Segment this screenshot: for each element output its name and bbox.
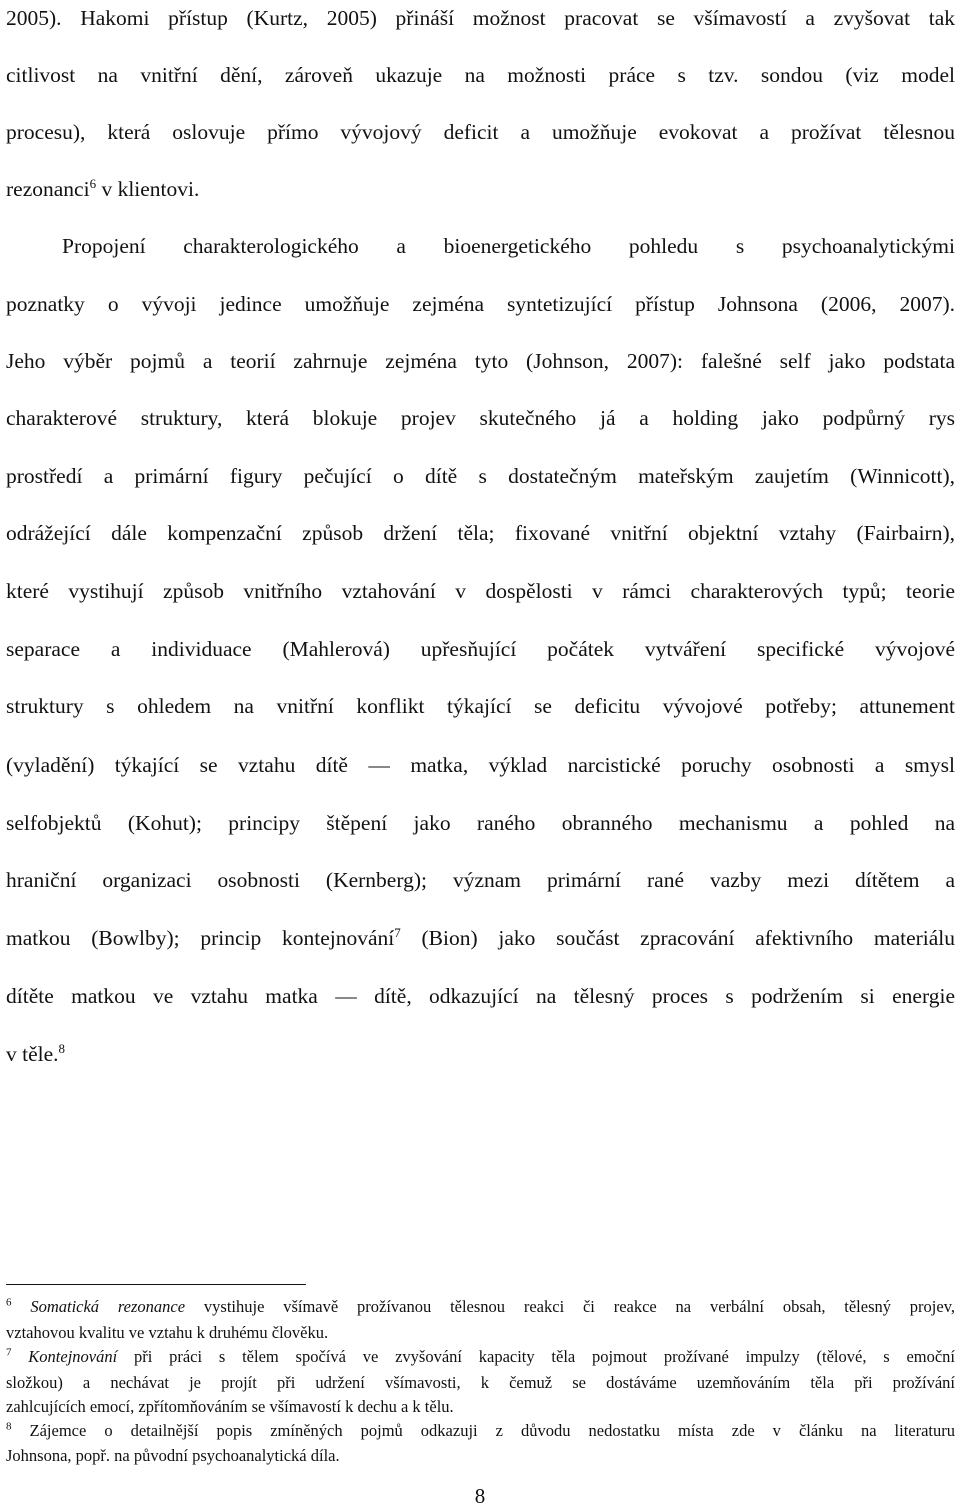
footnote-line: složkou) a nechávat je projít při udržení všímavosti, k čemuž se dostáváme uzemňováním těla při prožívání <box>6 1373 955 1392</box>
body-line <box>6 924 955 952</box>
body-line: struktury s ohledem na vnitřní konflikt týkající se deficitu vývojové potřeby; attunement <box>6 694 955 718</box>
footnote-ref-6: 6 <box>89 175 97 191</box>
body-line: procesu), která oslovuje přímo vývojový deficit a umožňuje evokovat a prožívat tělesnou <box>6 120 955 144</box>
footnote-text: Zájemce o detailnější popis zmíněných pojmů odkazuji z důvodu nedostatku místa zde v článku na literaturu <box>29 1421 956 1440</box>
body-line <box>6 175 955 203</box>
footnote-separator <box>6 1284 306 1285</box>
footnote-ref-7: 7 <box>394 924 401 940</box>
body-text: matkou (Bowlby); princip kontejnování <box>6 926 395 950</box>
body-line: 2005). Hakomi přístup (Kurtz, 2005) přináší možnost pracovat se všímavostí a zvyšovat tak <box>6 6 955 30</box>
page-number: 8 <box>474 1484 486 1508</box>
body-text: v těle. <box>6 1042 59 1066</box>
body-line <box>6 1040 955 1068</box>
footnote-line <box>6 1420 955 1442</box>
footnote-mark: 6 <box>6 1296 12 1309</box>
body-line: selfobjektů (Kohut); principy štěpení jako raného obranného mechanismu a pohled na <box>6 811 955 835</box>
footnote-line: zahlcujících emocí, zpřítomňováním se všímavostí k dechu a k tělu. <box>6 1397 454 1416</box>
footnote-line: vztahovou kvalitu ve vztahu k druhému člověku. <box>6 1323 329 1342</box>
body-line: dítěte matkou ve vztahu matka — dítě, odkazující na tělesný proces s podržením si energie <box>6 984 955 1008</box>
body-line: Jeho výběr pojmů a teorií zahrnuje zejména tyto (Johnson, 2007): falešné self jako podstata <box>6 349 955 373</box>
footnote-term: Somatická rezonance <box>30 1297 186 1316</box>
body-line: charakterové struktury, která blokuje projev skutečného já a holding jako podpůrný rys <box>6 406 955 430</box>
body-line: odrážející dále kompenzační způsob držení těla; fixované vnitřní objektní vztahy (Fairbairn), <box>6 521 955 545</box>
body-line: (vyladění) týkající se vztahu dítě — matka, výklad narcistické poruchy osobnosti a smysl <box>6 753 955 777</box>
footnote-line <box>6 1296 955 1318</box>
footnote-ref-8: 8 <box>58 1040 66 1056</box>
body-text: v klientovi. <box>101 177 200 201</box>
footnote-text: vystihuje všímavě prožívanou tělesnou reakci či reakce na verbální obsah, tělesný projev, <box>203 1297 956 1316</box>
body-line: separace a individuace (Mahlerová) upřesňující počátek vytváření specifické vývojové <box>6 637 955 661</box>
body-line: Propojení charakterologického a bioenergetického pohledu s psychoanalytickými <box>62 234 955 258</box>
footnote-line: Johnsona, popř. na původní psychoanalytická díla. <box>6 1446 340 1465</box>
footnote-line <box>6 1346 955 1368</box>
footnote-text: při práci s tělem spočívá ve zvyšování kapacity těla pojmout prožívané impulzy (tělové, s emoční <box>134 1347 956 1366</box>
body-line: které vystihují způsob vnitřního vztahování v dospělosti v rámci charakterových typů; teorie <box>6 579 955 603</box>
footnote-term: Kontejnování <box>28 1347 118 1366</box>
body-text: rezonanci <box>6 177 90 201</box>
body-line: citlivost na vnitřní dění, zároveň ukazuje na možnosti práce s tzv. sondou (viz model <box>6 63 955 87</box>
body-text: (Bion) jako součást zpracování afektivního materiálu <box>421 926 956 950</box>
footnote-mark: 7 <box>6 1346 12 1359</box>
body-line: hraniční organizaci osobnosti (Kernberg); význam primární rané vazby mezi dítětem a <box>6 868 955 892</box>
footnote-mark: 8 <box>6 1420 12 1433</box>
body-line: poznatky o vývoji jedince umožňuje zejména syntetizující přístup Johnsona (2006, 2007). <box>6 292 955 316</box>
body-line: prostředí a primární figury pečující o dítě s dostatečným mateřským zaujetím (Winnicott), <box>6 464 955 488</box>
